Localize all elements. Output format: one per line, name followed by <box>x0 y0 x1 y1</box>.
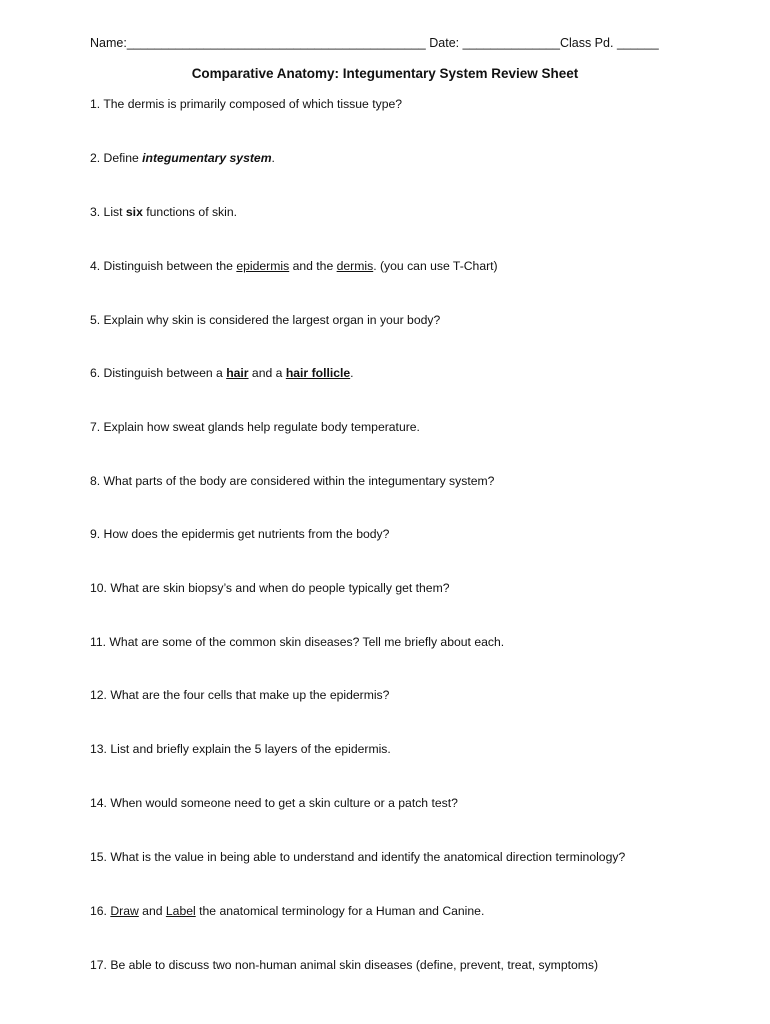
question-6 <box>90 366 730 380</box>
question-1: 1. The dermis is primarily composed of which tissue type? <box>90 97 403 111</box>
question-6-mid: and a <box>248 366 286 380</box>
question-8: 8. What parts of the body are considered within the integumentary system? <box>90 474 495 488</box>
header-line <box>90 36 675 50</box>
question-15: 15. What is the value in being able to understand and identify the anatomical direction terminology? <box>90 850 626 864</box>
question-12: 12. What are the four cells that make up the epidermis? <box>90 688 390 702</box>
question-16-term-label: Label <box>165 904 196 918</box>
question-6-term-hair-follicle: hair follicle <box>285 366 351 380</box>
question-2-prefix: 2. Define <box>90 151 143 165</box>
question-2-suffix: . <box>271 151 275 165</box>
question-5: 5. Explain why skin is considered the largest organ in your body? <box>90 313 441 327</box>
class-period-blank: ______ <box>616 36 659 50</box>
question-9: 9. How does the epidermis get nutrients from the body? <box>90 527 390 541</box>
question-16-mid: and <box>138 904 166 918</box>
question-4 <box>90 259 730 273</box>
question-4-suffix: . (you can use T-Chart) <box>373 259 498 273</box>
class-period-label: Class Pd. <box>559 36 614 50</box>
question-13: 13. List and briefly explain the 5 layers of the epidermis. <box>90 742 391 756</box>
question-14: 14. When would someone need to get a skin culture or a patch test? <box>90 796 458 810</box>
question-4-mid: and the <box>289 259 337 273</box>
question-17: 17. Be able to discuss two non-human animal skin diseases (define, prevent, treat, symptoms) <box>90 958 599 972</box>
question-7: 7. Explain how sweat glands help regulate body temperature. <box>90 420 420 434</box>
question-2-term: integumentary system <box>142 151 272 165</box>
question-16-prefix: 16. <box>90 904 111 918</box>
question-6-suffix: . <box>350 366 354 380</box>
date-blank: ______________ <box>462 36 560 50</box>
question-11: 11. What are some of the common skin diseases? Tell me briefly about each. <box>90 635 505 649</box>
page-title: Comparative Anatomy: Integumentary System Review Sheet <box>191 66 579 81</box>
question-3 <box>90 205 730 219</box>
name-label: Name: <box>90 36 127 50</box>
question-4-term-dermis: dermis <box>336 259 374 273</box>
question-16-suffix: the anatomical terminology for a Human and Canine. <box>195 904 485 918</box>
date-label: Date: <box>429 36 460 50</box>
question-3-bold: six <box>125 205 143 219</box>
question-3-prefix: 3. List <box>90 205 126 219</box>
question-4-term-epidermis: epidermis <box>236 259 290 273</box>
question-6-prefix: 6. Distinguish between a <box>90 366 227 380</box>
question-4-prefix: 4. Distinguish between the <box>90 259 237 273</box>
question-6-term-hair: hair <box>226 366 249 380</box>
question-3-suffix: functions of skin. <box>142 205 238 219</box>
question-16 <box>90 904 730 918</box>
question-16-term-draw: Draw <box>110 904 139 918</box>
question-2 <box>90 151 730 165</box>
question-10: 10. What are skin biopsy’s and when do people typically get them? <box>90 581 450 595</box>
name-blank: ___________________________________________ <box>126 36 426 50</box>
